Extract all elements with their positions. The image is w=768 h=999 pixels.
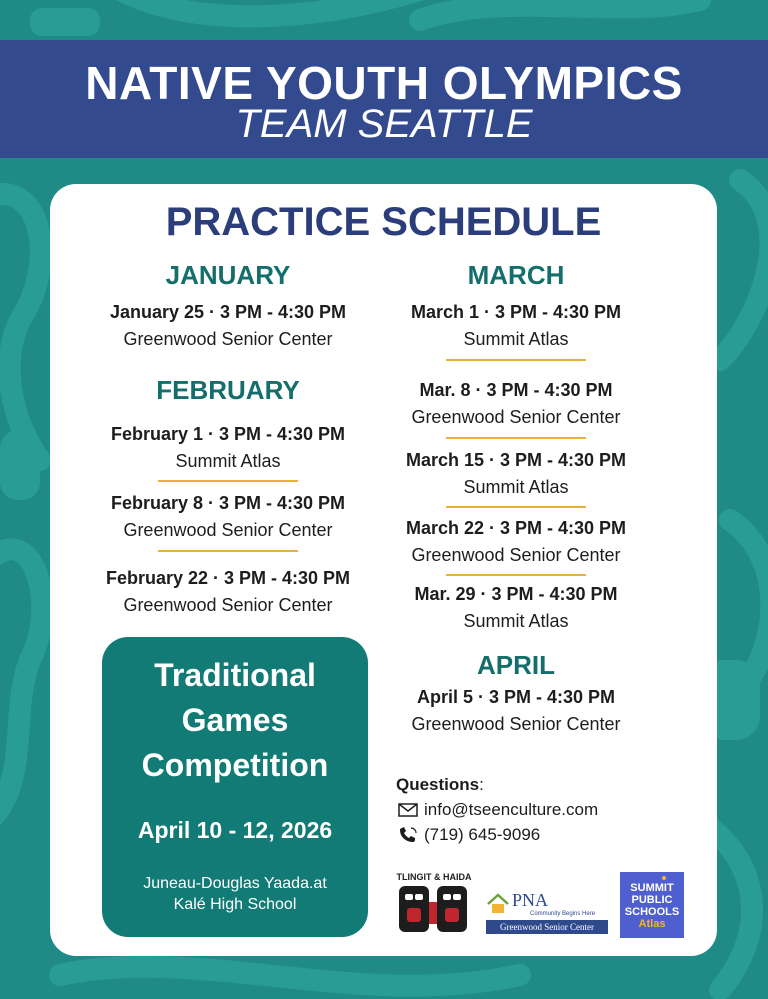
pna-greenwood-logo: [486, 890, 608, 934]
event-date: March 22 · 3 PM - 4:30 PM: [405, 518, 627, 538]
event-location: Greenwood Senior Center: [411, 407, 621, 427]
competition-box: [102, 637, 368, 937]
questions-label: [396, 775, 484, 795]
event-location: Greenwood Senior Center: [123, 520, 333, 540]
competition-venue-line: Kalé High School: [173, 896, 297, 913]
event-location: Summit Atlas: [463, 611, 569, 631]
event-location: Summit Atlas: [463, 477, 569, 497]
schedule-title: PRACTICE SCHEDULE: [165, 200, 602, 244]
contact-phone[interactable]: (719) 645-9096: [424, 825, 541, 844]
event-location: Summit Atlas: [175, 451, 281, 471]
competition-title-line: Competition: [141, 747, 329, 783]
event-date: March 1 · 3 PM - 4:30 PM: [410, 302, 622, 322]
event-location: Summit Atlas: [463, 329, 569, 349]
competition-dates: April 10 - 12, 2026: [137, 817, 333, 843]
competition-venue-line: Juneau-Douglas Yaada.at: [143, 875, 327, 892]
tlingit-haida-logo-text: TLINGIT & HAIDA: [396, 872, 472, 882]
competition-title-line: Games: [181, 702, 289, 738]
summit-logo-line: PUBLIC: [631, 894, 673, 906]
event-divider: [446, 437, 586, 439]
star-icon: [660, 874, 668, 882]
event-divider: [446, 359, 586, 361]
summit-atlas-logo: [620, 872, 684, 938]
phone-icon: [398, 826, 418, 844]
house-icon: [486, 892, 510, 914]
pna-logo-name: Greenwood Senior Center: [486, 920, 608, 934]
event-divider: [446, 574, 586, 576]
questions-label-colon: :: [479, 775, 484, 794]
event-location: Greenwood Senior Center: [411, 714, 621, 734]
event-divider: [446, 506, 586, 508]
summit-logo-text: [620, 882, 684, 930]
page-subtitle: TEAM SEATTLE: [235, 102, 533, 146]
month-heading-january: JANUARY: [165, 260, 291, 290]
summit-logo-line: SCHOOLS: [624, 906, 680, 918]
event-date: February 22 · 3 PM - 4:30 PM: [105, 568, 351, 588]
contact-email-row: [398, 800, 598, 820]
event-divider: [158, 480, 298, 482]
event-date: February 8 · 3 PM - 4:30 PM: [110, 493, 346, 513]
event-date: April 5 · 3 PM - 4:30 PM: [416, 687, 616, 707]
tlingit-haida-crest-icon: [393, 882, 475, 936]
event-date: February 1 · 3 PM - 4:30 PM: [110, 424, 346, 444]
envelope-icon: [398, 802, 418, 818]
summit-logo-line: SUMMIT: [630, 882, 674, 894]
event-location: Greenwood Senior Center: [123, 329, 333, 349]
page-title: NATIVE YOUTH OLYMPICS: [85, 57, 683, 109]
event-date: March 15 · 3 PM - 4:30 PM: [405, 450, 627, 470]
event-location: Greenwood Senior Center: [123, 595, 333, 615]
tlingit-haida-logo: [393, 872, 475, 938]
event-date: January 25 · 3 PM - 4:30 PM: [109, 302, 347, 322]
contact-email[interactable]: info@tseenculture.com: [424, 800, 599, 819]
event-location: Greenwood Senior Center: [411, 545, 621, 565]
summit-logo-line: Atlas: [638, 918, 666, 930]
event-divider: [158, 550, 298, 552]
competition-title-line: Traditional: [154, 657, 316, 693]
competition-venue: [102, 873, 368, 915]
month-heading-april: APRIL: [477, 650, 555, 680]
competition-title: [102, 653, 368, 788]
event-date: Mar. 29 · 3 PM - 4:30 PM: [414, 584, 618, 604]
pna-logo-text: PNA: [512, 890, 549, 910]
pna-logo-tagline: Community Begins Here: [530, 911, 596, 917]
month-heading-february: FEBRUARY: [156, 375, 300, 405]
month-heading-march: MARCH: [467, 260, 565, 290]
event-date: Mar. 8 · 3 PM - 4:30 PM: [419, 380, 613, 400]
contact-phone-row: [398, 825, 540, 845]
questions-label-text: Questions: [396, 775, 480, 794]
